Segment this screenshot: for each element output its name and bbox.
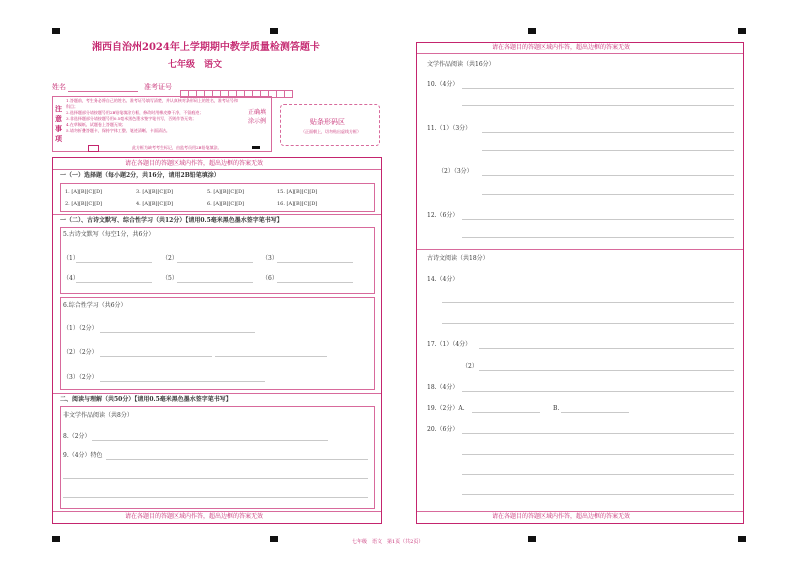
- q8-label: 8.（2分）: [63, 433, 91, 440]
- blank-label: （4）: [63, 275, 79, 282]
- registration-mark: [52, 536, 60, 542]
- absent-checkbox[interactable]: [88, 145, 99, 152]
- options[interactable]: [A][B][C][D]: [142, 201, 174, 207]
- q19-label: 19.（2分）A.: [427, 405, 465, 412]
- reading-box: [60, 406, 375, 509]
- lit-reading-title: 文学作品阅读（共16分）: [427, 61, 495, 68]
- boundary-note-right-top: 请在各题目的答题区域内作答，超出边框的答案无效: [492, 44, 631, 51]
- answer-line[interactable]: [462, 454, 734, 455]
- answer-line[interactable]: [76, 262, 152, 263]
- registration-mark: [270, 28, 278, 34]
- registration-mark: [738, 536, 746, 542]
- choice-row-1[interactable]: [136, 189, 173, 195]
- answer-line[interactable]: [63, 497, 368, 498]
- q6-part: （1）（2分）: [63, 325, 98, 332]
- choice-grid: [60, 183, 375, 212]
- answer-line[interactable]: [462, 105, 734, 106]
- registration-mark: [738, 28, 746, 34]
- note-item: 3.非选择题部分请按题号用0.5毫米黑色墨水签字笔书写，否则作答无效；: [66, 116, 197, 121]
- reading-sub-title: 非文学作品阅读（共8分）: [63, 412, 133, 419]
- q10-label: 10.（4分）: [427, 81, 459, 88]
- options[interactable]: [A][B][C][D]: [286, 201, 318, 207]
- choice-row-2[interactable]: [207, 201, 244, 207]
- q19b-label: B.: [553, 405, 560, 412]
- blank-label: （1）: [63, 255, 79, 262]
- absent-note: 此方框为缺考考生标记，由监考员用2B铅笔填涂。: [132, 145, 222, 150]
- answer-line[interactable]: [462, 433, 734, 434]
- note-item: 1.答题前，考生务必将自己的姓名、准考证号填写清楚，并认真核对条形码上的姓名，准考证号和科目；: [66, 98, 238, 109]
- answer-line[interactable]: [482, 194, 734, 195]
- answer-line[interactable]: [177, 282, 253, 283]
- options[interactable]: [A][B][C][D]: [213, 189, 245, 195]
- q17b-label: （2）: [462, 363, 478, 370]
- section3-title: 二、阅读与理解（共50分）【请用0.5毫米黑色墨水签字笔书写】: [60, 396, 232, 403]
- notes-label: 注意事项: [55, 104, 62, 143]
- section1-title: 一（一）选择题（每小题2分，共16分，请用2B铅笔填涂）: [60, 172, 220, 179]
- answer-line[interactable]: [100, 356, 212, 357]
- answer-line[interactable]: [462, 391, 734, 392]
- q11b-label: （2）（3分）: [438, 168, 473, 175]
- options[interactable]: [A][B][C][D]: [286, 189, 318, 195]
- answer-line[interactable]: [63, 478, 368, 479]
- q-num: 16.: [277, 201, 285, 207]
- answer-line[interactable]: [482, 175, 734, 176]
- registration-mark: [528, 536, 536, 542]
- boundary-note-right-bottom: 请在各题目的答题区域内作答，超出边框的答案无效: [492, 513, 631, 520]
- blank-label: （6）: [262, 275, 278, 282]
- q20-label: 20.（6分）: [427, 426, 459, 433]
- answer-line[interactable]: [277, 262, 353, 263]
- q14-label: 14.（4分）: [427, 276, 459, 283]
- answer-line[interactable]: [462, 237, 734, 238]
- answer-line[interactable]: [482, 150, 734, 151]
- filled-example: [252, 146, 260, 149]
- q-num: 2.: [65, 201, 70, 207]
- options[interactable]: [A][B][C][D]: [71, 189, 103, 195]
- answer-line[interactable]: [482, 132, 734, 133]
- blank-label: （5）: [162, 275, 178, 282]
- choice-row-2[interactable]: [65, 201, 102, 207]
- answer-line[interactable]: [462, 494, 734, 495]
- q11a-label: 11.（1）（3分）: [427, 125, 472, 132]
- q-num: 5.: [207, 189, 212, 195]
- q-num: 4.: [136, 201, 141, 207]
- q6-box: [60, 297, 375, 390]
- answer-line[interactable]: [442, 323, 734, 324]
- answer-line[interactable]: [177, 262, 253, 263]
- q-num: 6.: [207, 201, 212, 207]
- choice-row-2[interactable]: [277, 201, 317, 207]
- choice-row-1[interactable]: [207, 189, 244, 195]
- q17a-label: 17.（1）（4分）: [427, 341, 472, 348]
- q6-label: 6.综合性学习（共6分）: [63, 302, 127, 309]
- choice-row-2[interactable]: [136, 201, 173, 207]
- choice-row-1[interactable]: [65, 189, 102, 195]
- exam-no-label: 准考证号: [144, 83, 172, 91]
- page-title: 湘西自治州2024年上学期期中教学质量检测答题卡: [92, 42, 320, 53]
- answer-line[interactable]: [442, 302, 734, 303]
- options[interactable]: [A][B][C][D]: [213, 201, 245, 207]
- barcode-note: （正面朝上，切勿贴出虚线方框）: [301, 129, 361, 134]
- answer-line[interactable]: [277, 282, 353, 283]
- blank-label: （3）: [262, 255, 278, 262]
- boundary-note-top: 请在各题目的答题区域内作答，超出边框的答案无效: [125, 160, 264, 167]
- q6-part: （3）（2分）: [63, 374, 98, 381]
- answer-line[interactable]: [479, 348, 734, 349]
- answer-line[interactable]: [479, 370, 734, 371]
- blank-label: （2）: [162, 255, 178, 262]
- q5-label: 5.古诗文默写（每空1分，共6分）: [63, 231, 155, 238]
- notes-list: [66, 98, 238, 134]
- choice-row-1[interactable]: [277, 189, 317, 195]
- q9-label: 9.（4分）特色: [63, 452, 103, 459]
- boundary-note-bottom: 请在各题目的答题区域内作答，超出边框的答案无效: [125, 513, 264, 520]
- q-num: 1.: [65, 189, 70, 195]
- page-footer: 七年级 语文 第1页（共2页）: [352, 539, 424, 545]
- q12-label: 12.（6分）: [427, 212, 459, 219]
- name-label: 姓名: [52, 83, 66, 91]
- grade-subject: 七年级 语文: [168, 60, 223, 70]
- q18-label: 18.（4分）: [427, 384, 459, 391]
- answer-line[interactable]: [100, 332, 255, 333]
- answer-area-right: [416, 42, 744, 524]
- answer-line[interactable]: [92, 440, 328, 441]
- exam-no-boxes[interactable]: [180, 83, 292, 92]
- q6-part: （2）（2分）: [63, 349, 98, 356]
- note-item: 4.在草稿纸、试题卷上答题无效；: [66, 122, 126, 127]
- example-label: 正确填涂示例: [247, 109, 266, 125]
- note-item: 5.请勿折叠答题卡，保持字体工整、笔迹清晰、卡面清洁。: [66, 128, 170, 133]
- classic-reading-title: 古诗文阅读（共18分）: [427, 255, 489, 262]
- name-field[interactable]: [68, 91, 138, 92]
- options[interactable]: [A][B][C][D]: [71, 201, 103, 207]
- section2-title: 一（二）、古诗文默写、综合性学习（共12分）【请用0.5毫米黑色墨水签字笔书写】: [60, 217, 283, 224]
- note-item: 2.选择题部分请按题号用2B铅笔填涂方框，修改时用橡皮擦干净，不留痕迹；: [66, 110, 204, 115]
- answer-line[interactable]: [462, 474, 734, 475]
- answer-line[interactable]: [462, 219, 734, 220]
- answer-line[interactable]: [472, 412, 540, 413]
- answer-line[interactable]: [106, 459, 368, 460]
- q-num: 3.: [136, 189, 141, 195]
- answer-line[interactable]: [76, 282, 152, 283]
- answer-line[interactable]: [462, 88, 734, 89]
- answer-line[interactable]: [100, 381, 265, 382]
- registration-mark: [528, 28, 536, 34]
- barcode-label: 贴条形码区: [310, 118, 345, 126]
- answer-line[interactable]: [215, 356, 327, 357]
- registration-mark: [270, 536, 278, 542]
- q-num: 15.: [277, 189, 285, 195]
- options[interactable]: [A][B][C][D]: [142, 189, 174, 195]
- registration-mark: [52, 28, 60, 34]
- answer-line[interactable]: [561, 412, 629, 413]
